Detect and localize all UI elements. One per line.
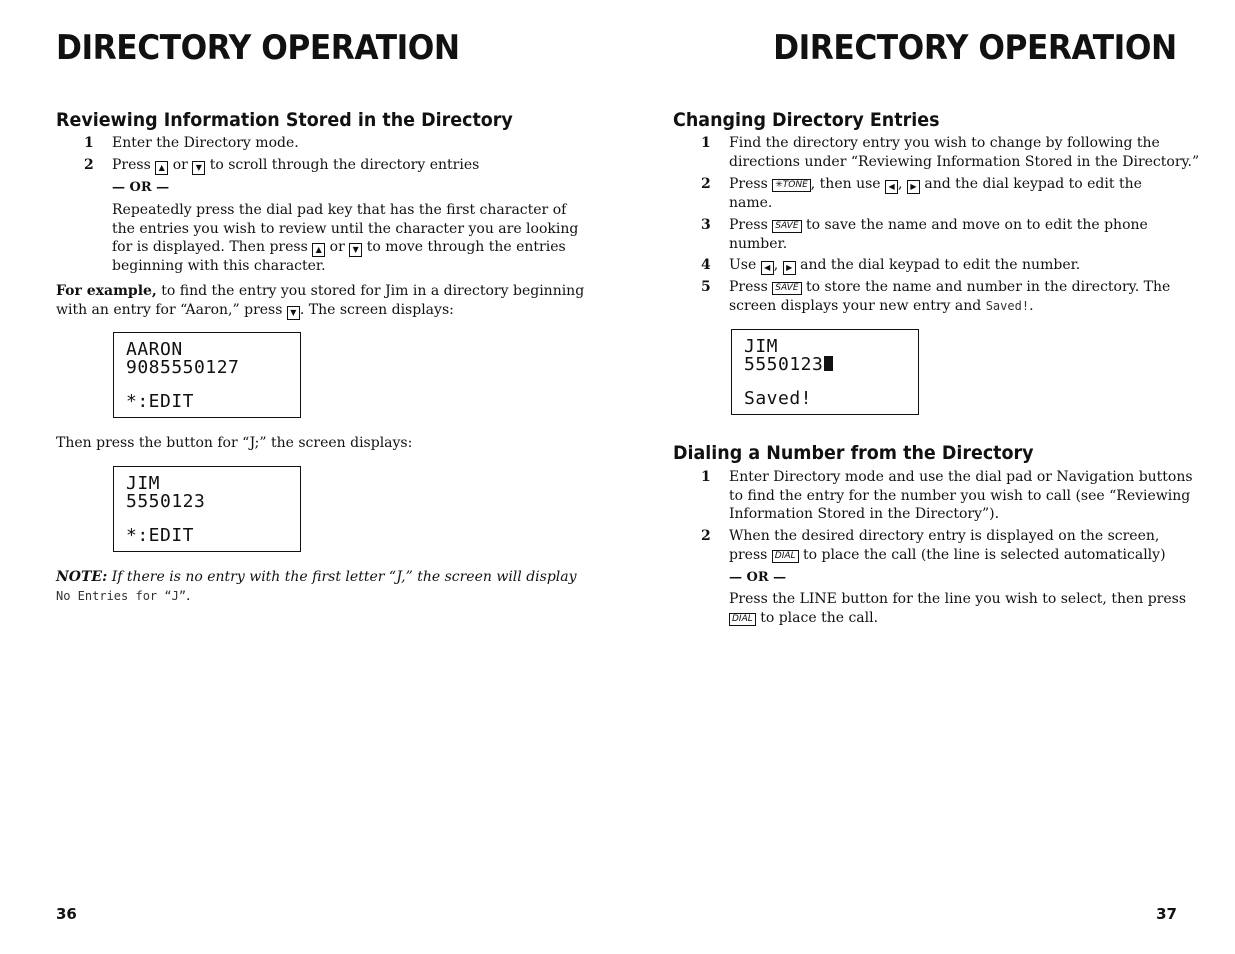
repeat-paragraph bbox=[112, 201, 579, 276]
text-line: Press the LINE button for the line you wish to select, then press bbox=[729, 591, 1187, 607]
text-line bbox=[56, 301, 566, 320]
step-text: Enter the Directory mode. bbox=[112, 135, 299, 151]
lcd-screen-saved bbox=[731, 329, 919, 415]
up-arrow-icon: ▲ bbox=[155, 161, 168, 175]
text-fragment: with an entry for “Aaron,” press bbox=[56, 301, 283, 318]
text-fragment: , then use bbox=[810, 176, 881, 192]
dial-button-icon: DIAL bbox=[729, 613, 756, 626]
step-text bbox=[729, 216, 1148, 253]
text-line: Press ✳TONE , then use ◀ , ▶ and the dial keypad to edit the bbox=[729, 176, 1142, 192]
or-separator: — OR — bbox=[112, 180, 170, 195]
note-line bbox=[56, 587, 576, 606]
step-text bbox=[729, 134, 1199, 171]
lcd-line: JIM bbox=[126, 473, 161, 494]
step-1 bbox=[84, 134, 564, 153]
page-header: DIRECTORY OPERATION bbox=[773, 28, 1177, 68]
lcd-line: Saved! bbox=[744, 388, 813, 409]
page-header: DIRECTORY OPERATION bbox=[56, 28, 460, 68]
text-line: Information Stored in the Directory”). bbox=[729, 506, 1000, 522]
text-fragment: press bbox=[729, 546, 768, 563]
text-line: When the desired directory entry is displayed on the screen, bbox=[729, 528, 1160, 544]
text-fragment: . The screen displays: bbox=[299, 301, 454, 318]
text-fragment: to move through the entries bbox=[366, 239, 566, 255]
text-line bbox=[56, 282, 585, 301]
lcd-line: 9085550127 bbox=[126, 357, 240, 378]
save-button-icon: SAVE bbox=[772, 220, 801, 233]
example-label: For example, bbox=[56, 283, 157, 299]
text-line bbox=[729, 216, 1148, 235]
note-label: NOTE: bbox=[56, 569, 108, 585]
example-paragraph bbox=[56, 282, 585, 320]
text-fragment: Press bbox=[729, 217, 768, 233]
text-line: Repeatedly press the dial pad key that has the first character of bbox=[112, 202, 567, 218]
section-title: Reviewing Information Stored in the Directory bbox=[56, 109, 513, 131]
note-text: If there is no entry with the first letter “J,” the screen will display bbox=[111, 569, 577, 585]
or-separator: — OR — bbox=[729, 570, 787, 585]
step-text bbox=[729, 527, 1166, 564]
page-number: 37 bbox=[1156, 905, 1177, 923]
step-text: Use ◀ , ▶ and the dial keypad to edit the number. bbox=[729, 257, 1081, 273]
text-line: number. bbox=[729, 235, 788, 252]
text-fragment: and the dial keypad to edit the bbox=[924, 176, 1142, 192]
text-line: beginning with this character. bbox=[112, 258, 326, 274]
left-arrow-icon: ◀ bbox=[761, 261, 774, 275]
note-line bbox=[56, 568, 576, 587]
save-button-icon: SAVE bbox=[772, 282, 801, 295]
text-fragment: to scroll through the directory entries bbox=[209, 157, 480, 173]
text-line bbox=[729, 609, 1189, 628]
text-line: to find the entry for the number you wish to call (see “Reviewing bbox=[729, 487, 1191, 504]
text-fragment: Press bbox=[729, 176, 768, 192]
step-3 bbox=[701, 216, 1201, 254]
text-fragment: and the dial keypad to edit the number. bbox=[800, 257, 1081, 273]
text-line bbox=[112, 238, 566, 257]
text-fragment: . bbox=[1029, 297, 1034, 314]
right-page bbox=[617, 0, 1235, 954]
step-5 bbox=[701, 278, 1201, 316]
text-line: Enter Directory mode and use the dial pad or Navigation buttons bbox=[729, 469, 1193, 485]
step-number: 3 bbox=[701, 217, 711, 233]
text-fragment: for is displayed. Then press bbox=[112, 239, 308, 255]
step-number: 1 bbox=[84, 135, 94, 151]
step-number: 2 bbox=[701, 176, 711, 192]
text-line: name. bbox=[729, 195, 773, 211]
step-number: 4 bbox=[701, 257, 711, 273]
step-2 bbox=[701, 527, 1201, 565]
text-line bbox=[729, 546, 1166, 565]
cursor-block bbox=[824, 356, 833, 371]
left-page bbox=[0, 0, 617, 954]
lcd-line: JIM bbox=[744, 336, 779, 357]
text-line bbox=[729, 278, 1170, 297]
lcd-line: AARON bbox=[126, 339, 183, 360]
step-number: 2 bbox=[701, 528, 711, 544]
left-arrow-icon: ◀ bbox=[885, 180, 898, 194]
note-mono: No Entries for “J” bbox=[56, 589, 187, 603]
step-1 bbox=[701, 468, 1201, 524]
text-fragment: Use bbox=[729, 257, 757, 273]
tone-button-icon: ✳TONE bbox=[772, 179, 811, 192]
step-number: 1 bbox=[701, 469, 711, 485]
step-number: 1 bbox=[701, 135, 711, 151]
lcd-screen-aaron bbox=[113, 332, 301, 418]
text-line bbox=[729, 297, 1170, 316]
lcd-text: 5550123 bbox=[744, 354, 824, 375]
step-1 bbox=[701, 134, 1201, 172]
text-fragment: or bbox=[329, 239, 345, 255]
text-line: Find the directory entry you wish to change by following the bbox=[729, 135, 1160, 151]
lcd-line: 5550123 bbox=[126, 491, 206, 512]
up-arrow-icon: ▲ bbox=[312, 243, 325, 257]
text-fragment: to find the entry you stored for Jim in a directory beginning bbox=[161, 283, 585, 299]
step-text bbox=[729, 468, 1193, 524]
down-arrow-icon: ▼ bbox=[192, 161, 205, 175]
step-text bbox=[729, 278, 1170, 315]
step-2 bbox=[701, 175, 1201, 213]
note-end: . bbox=[186, 588, 191, 604]
text-fragment: Press bbox=[112, 157, 151, 173]
lcd-line: *:EDIT bbox=[126, 525, 195, 546]
text-fragment: to place the call. bbox=[760, 609, 879, 626]
text-fragment: screen displays your new entry and bbox=[729, 297, 982, 314]
saved-mono: Saved! bbox=[985, 298, 1030, 313]
step-number: 5 bbox=[701, 279, 711, 295]
text-fragment: to store the name and number in the directory. The bbox=[805, 279, 1171, 295]
section-title: Dialing a Number from the Directory bbox=[673, 442, 1034, 464]
down-arrow-icon: ▼ bbox=[287, 306, 300, 320]
text-line: directions under “Reviewing Information Stored in the Directory.” bbox=[729, 153, 1200, 170]
right-arrow-icon: ▶ bbox=[907, 180, 920, 194]
down-arrow-icon: ▼ bbox=[349, 243, 362, 257]
note bbox=[56, 568, 576, 606]
lcd-screen-jim bbox=[113, 466, 301, 552]
text-fragment: to save the name and move on to edit the phone bbox=[805, 217, 1148, 233]
text-line: the entries you wish to review until the character you are looking bbox=[112, 220, 579, 237]
text-fragment: to place the call (the line is selected automatically) bbox=[802, 546, 1166, 563]
step-text bbox=[729, 175, 1142, 213]
section-title: Changing Directory Entries bbox=[673, 109, 940, 131]
step-4 bbox=[701, 256, 1201, 275]
text-fragment: or bbox=[172, 157, 188, 173]
page-number: 36 bbox=[56, 905, 77, 923]
lcd-line: *:EDIT bbox=[126, 391, 195, 412]
dial-button-icon: DIAL bbox=[772, 550, 799, 563]
step-number: 2 bbox=[84, 157, 94, 173]
line-paragraph bbox=[729, 590, 1189, 627]
step-2 bbox=[84, 156, 564, 175]
right-arrow-icon: ▶ bbox=[783, 261, 796, 275]
text-fragment: Press bbox=[729, 279, 768, 295]
step-text bbox=[112, 156, 479, 175]
then-text: Then press the button for “J;” the screen displays: bbox=[56, 435, 413, 451]
lcd-line bbox=[744, 356, 833, 374]
